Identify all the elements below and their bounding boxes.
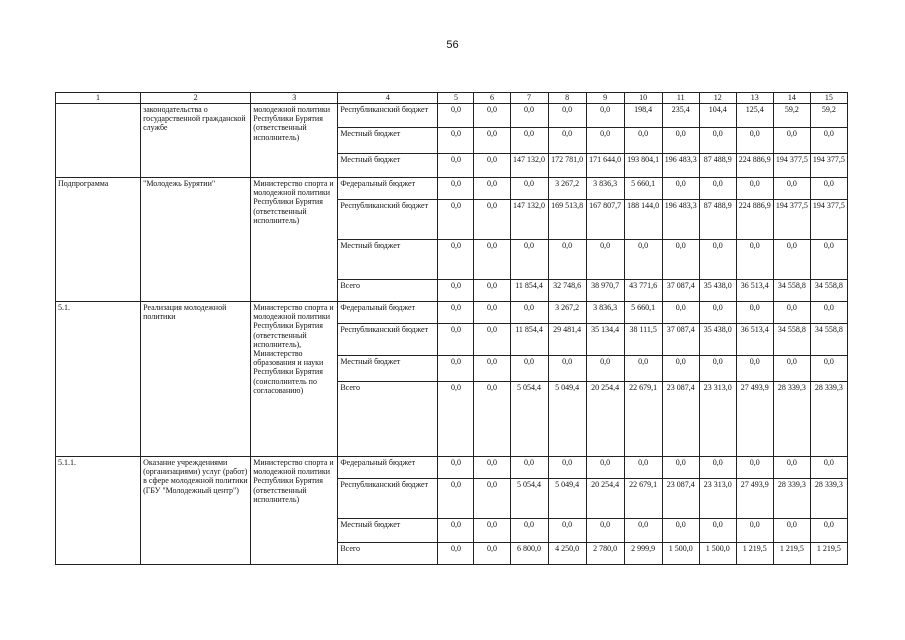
value-cell: 20 254,4 — [586, 479, 624, 519]
value-cell: 0,0 — [699, 178, 736, 200]
column-header: 2 — [141, 93, 251, 104]
value-cell: 28 339,3 — [773, 479, 810, 519]
value-cell: 87 488,9 — [699, 154, 736, 178]
value-cell: 0,0 — [773, 302, 810, 324]
value-cell: 0,0 — [438, 519, 474, 543]
value-cell: 0,0 — [586, 457, 624, 479]
value-cell: 11 854,4 — [510, 280, 548, 302]
budget-source-cell: Республиканский бюджет — [338, 479, 438, 519]
budget-source-cell: Федеральный бюджет — [338, 457, 438, 479]
value-cell: 23 313,0 — [699, 382, 736, 457]
value-cell: 0,0 — [736, 457, 773, 479]
column-header: 8 — [548, 93, 586, 104]
value-cell: 0,0 — [474, 382, 510, 457]
value-cell: 35 438,0 — [699, 280, 736, 302]
value-cell: 3 267,2 — [548, 178, 586, 200]
value-cell: 0,0 — [474, 356, 510, 382]
value-cell: 0,0 — [438, 302, 474, 324]
value-cell: 0,0 — [810, 457, 847, 479]
value-cell: 0,0 — [624, 240, 662, 280]
value-cell: 0,0 — [438, 240, 474, 280]
value-cell: 194 377,5 — [810, 154, 847, 178]
column-header: 1 — [56, 93, 141, 104]
value-cell: 0,0 — [474, 128, 510, 154]
value-cell: 0,0 — [699, 302, 736, 324]
value-cell: 0,0 — [662, 457, 699, 479]
value-cell: 194 377,5 — [773, 154, 810, 178]
value-cell: 0,0 — [474, 240, 510, 280]
value-cell: 0,0 — [438, 178, 474, 200]
value-cell: 0,0 — [773, 356, 810, 382]
value-cell: 0,0 — [662, 178, 699, 200]
column-header: 4 — [338, 93, 438, 104]
value-cell: 0,0 — [624, 128, 662, 154]
value-cell: 23 087,4 — [662, 479, 699, 519]
value-cell: 0,0 — [474, 178, 510, 200]
column-header: 3 — [251, 93, 338, 104]
value-cell: 0,0 — [699, 519, 736, 543]
value-cell: 0,0 — [510, 128, 548, 154]
value-cell: 0,0 — [474, 543, 510, 565]
value-cell: 0,0 — [773, 457, 810, 479]
budget-source-cell: Местный бюджет — [338, 356, 438, 382]
budget-source-cell: Местный бюджет — [338, 128, 438, 154]
value-cell: 23 087,4 — [662, 382, 699, 457]
value-cell: 0,0 — [474, 519, 510, 543]
value-cell: 0,0 — [438, 457, 474, 479]
budget-source-cell: Всего — [338, 543, 438, 565]
value-cell: 3 267,2 — [548, 302, 586, 324]
column-header: 14 — [773, 93, 810, 104]
value-cell: 34 558,8 — [810, 280, 847, 302]
value-cell: 0,0 — [624, 356, 662, 382]
value-cell: 0,0 — [736, 128, 773, 154]
value-cell: 0,0 — [773, 519, 810, 543]
value-cell: 0,0 — [586, 240, 624, 280]
value-cell: 5 054,4 — [510, 479, 548, 519]
column-header: 11 — [662, 93, 699, 104]
executor-cell: Министерство спорта и молодежной политики Республики Бурятия (ответственный исполнитель), Министерство образования и науки Республики Бурятия (соисполнитель по согласованию) — [251, 302, 338, 457]
value-cell: 0,0 — [438, 280, 474, 302]
program-code-cell — [56, 104, 141, 178]
value-cell: 28 339,3 — [810, 382, 847, 457]
value-cell: 0,0 — [736, 356, 773, 382]
value-cell: 27 493,9 — [736, 479, 773, 519]
value-cell: 0,0 — [438, 104, 474, 128]
value-cell: 0,0 — [773, 240, 810, 280]
budget-source-cell: Республиканский бюджет — [338, 104, 438, 128]
program-name-cell: Реализация молодежной политики — [141, 302, 251, 457]
value-cell: 0,0 — [736, 178, 773, 200]
value-cell: 0,0 — [510, 519, 548, 543]
value-cell: 0,0 — [810, 519, 847, 543]
budget-source-cell: Всего — [338, 382, 438, 457]
table-row — [56, 302, 848, 324]
value-cell: 0,0 — [548, 104, 586, 128]
column-header: 12 — [699, 93, 736, 104]
value-cell: 0,0 — [438, 479, 474, 519]
program-code-cell: Подпрограмма — [56, 178, 141, 302]
value-cell: 167 807,7 — [586, 200, 624, 240]
value-cell: 0,0 — [438, 128, 474, 154]
value-cell: 37 087,4 — [662, 280, 699, 302]
value-cell: 22 679,1 — [624, 479, 662, 519]
value-cell: 0,0 — [438, 154, 474, 178]
value-cell: 0,0 — [736, 519, 773, 543]
value-cell: 0,0 — [510, 104, 548, 128]
budget-source-cell: Республиканский бюджет — [338, 200, 438, 240]
value-cell: 5 054,4 — [510, 382, 548, 457]
value-cell: 35 134,4 — [586, 324, 624, 356]
value-cell: 147 132,0 — [510, 200, 548, 240]
value-cell: 34 558,8 — [773, 324, 810, 356]
budget-source-cell: Местный бюджет — [338, 519, 438, 543]
value-cell: 194 377,5 — [810, 200, 847, 240]
value-cell: 28 339,3 — [773, 382, 810, 457]
program-name-cell: "Молодежь Бурятии" — [141, 178, 251, 302]
value-cell: 4 250,0 — [548, 543, 586, 565]
value-cell: 1 219,5 — [810, 543, 847, 565]
value-cell: 0,0 — [438, 200, 474, 240]
value-cell: 125,4 — [736, 104, 773, 128]
value-cell: 147 132,0 — [510, 154, 548, 178]
column-header: 5 — [438, 93, 474, 104]
value-cell: 59,2 — [810, 104, 847, 128]
budget-source-cell: Местный бюджет — [338, 154, 438, 178]
executor-cell: Министерство спорта и молодежной политики Республики Бурятия (ответственный исполнитель) — [251, 457, 338, 565]
value-cell: 6 800,0 — [510, 543, 548, 565]
budget-source-cell: Местный бюджет — [338, 240, 438, 280]
value-cell: 38 970,7 — [586, 280, 624, 302]
value-cell: 172 781,0 — [548, 154, 586, 178]
value-cell: 0,0 — [474, 324, 510, 356]
value-cell: 0,0 — [438, 356, 474, 382]
header-row — [56, 93, 848, 104]
value-cell: 0,0 — [773, 178, 810, 200]
value-cell: 196 483,3 — [662, 154, 699, 178]
value-cell: 0,0 — [548, 519, 586, 543]
value-cell: 1 219,5 — [773, 543, 810, 565]
executor-cell: Министерство спорта и молодежной политики Республики Бурятия (ответственный исполнитель) — [251, 178, 338, 302]
value-cell: 0,0 — [474, 479, 510, 519]
column-header: 10 — [624, 93, 662, 104]
value-cell: 0,0 — [662, 356, 699, 382]
value-cell: 11 854,4 — [510, 324, 548, 356]
value-cell: 0,0 — [438, 543, 474, 565]
value-cell: 0,0 — [624, 457, 662, 479]
value-cell: 1 500,0 — [699, 543, 736, 565]
column-header: 6 — [474, 93, 510, 104]
value-cell: 198,4 — [624, 104, 662, 128]
budget-source-cell: Всего — [338, 280, 438, 302]
value-cell: 169 513,8 — [548, 200, 586, 240]
value-cell: 0,0 — [548, 128, 586, 154]
program-name-cell: Оказание учреждениями (организациями) услуг (работ) в сфере молодежной политики (ГБУ "Молодежный центр") — [141, 457, 251, 565]
value-cell: 0,0 — [510, 178, 548, 200]
value-cell: 5 049,4 — [548, 479, 586, 519]
value-cell: 171 644,0 — [586, 154, 624, 178]
budget-table — [55, 92, 848, 565]
executor-cell: молодежной политики Республики Бурятия (ответственный исполнитель) — [251, 104, 338, 178]
value-cell: 32 748,6 — [548, 280, 586, 302]
value-cell: 0,0 — [699, 128, 736, 154]
value-cell: 224 886,9 — [736, 154, 773, 178]
value-cell: 87 488,9 — [699, 200, 736, 240]
value-cell: 0,0 — [810, 178, 847, 200]
value-cell: 0,0 — [474, 457, 510, 479]
value-cell: 0,0 — [810, 356, 847, 382]
value-cell: 28 339,3 — [810, 479, 847, 519]
value-cell: 0,0 — [773, 128, 810, 154]
value-cell: 0,0 — [699, 457, 736, 479]
budget-source-cell: Республиканский бюджет — [338, 324, 438, 356]
value-cell: 36 513,4 — [736, 324, 773, 356]
value-cell: 0,0 — [810, 302, 847, 324]
value-cell: 2 780,0 — [586, 543, 624, 565]
value-cell: 38 111,5 — [624, 324, 662, 356]
value-cell: 0,0 — [586, 356, 624, 382]
value-cell: 0,0 — [624, 519, 662, 543]
table-row — [56, 457, 848, 479]
value-cell: 0,0 — [662, 302, 699, 324]
value-cell: 193 804,1 — [624, 154, 662, 178]
table-row — [56, 104, 848, 128]
value-cell: 194 377,5 — [773, 200, 810, 240]
value-cell: 23 313,0 — [699, 479, 736, 519]
program-code-cell: 5.1.1. — [56, 457, 141, 565]
value-cell: 0,0 — [438, 324, 474, 356]
value-cell: 36 513,4 — [736, 280, 773, 302]
value-cell: 0,0 — [510, 302, 548, 324]
value-cell: 0,0 — [548, 356, 586, 382]
value-cell: 0,0 — [586, 104, 624, 128]
value-cell: 0,0 — [548, 457, 586, 479]
value-cell: 0,0 — [510, 356, 548, 382]
value-cell: 0,0 — [438, 382, 474, 457]
value-cell: 34 558,8 — [810, 324, 847, 356]
value-cell: 5 049,4 — [548, 382, 586, 457]
value-cell: 104,4 — [699, 104, 736, 128]
value-cell: 0,0 — [810, 240, 847, 280]
budget-source-cell: Федеральный бюджет — [338, 178, 438, 200]
column-header: 7 — [510, 93, 548, 104]
value-cell: 3 836,3 — [586, 302, 624, 324]
table-row — [56, 178, 848, 200]
value-cell: 2 999,9 — [624, 543, 662, 565]
value-cell: 188 144,0 — [624, 200, 662, 240]
value-cell: 35 438,0 — [699, 324, 736, 356]
value-cell: 29 481,4 — [548, 324, 586, 356]
value-cell: 27 493,9 — [736, 382, 773, 457]
value-cell: 0,0 — [736, 302, 773, 324]
value-cell: 0,0 — [474, 280, 510, 302]
page-number: 56 — [446, 39, 459, 51]
value-cell: 0,0 — [586, 519, 624, 543]
value-cell: 196 483,3 — [662, 200, 699, 240]
value-cell: 20 254,4 — [586, 382, 624, 457]
value-cell: 43 771,6 — [624, 280, 662, 302]
value-cell: 1 219,5 — [736, 543, 773, 565]
value-cell: 5 660,1 — [624, 302, 662, 324]
value-cell: 34 558,8 — [773, 280, 810, 302]
value-cell: 0,0 — [474, 154, 510, 178]
column-header: 9 — [586, 93, 624, 104]
value-cell: 0,0 — [474, 302, 510, 324]
value-cell: 0,0 — [662, 128, 699, 154]
program-name-cell: законодательства о государственной гражданской службе — [141, 104, 251, 178]
value-cell: 0,0 — [510, 457, 548, 479]
value-cell: 0,0 — [736, 240, 773, 280]
value-cell: 0,0 — [810, 128, 847, 154]
program-code-cell: 5.1. — [56, 302, 141, 457]
value-cell: 37 087,4 — [662, 324, 699, 356]
value-cell: 22 679,1 — [624, 382, 662, 457]
value-cell: 3 836,3 — [586, 178, 624, 200]
value-cell: 0,0 — [699, 356, 736, 382]
column-header: 13 — [736, 93, 773, 104]
value-cell: 235,4 — [662, 104, 699, 128]
value-cell: 0,0 — [474, 200, 510, 240]
value-cell: 0,0 — [662, 519, 699, 543]
value-cell: 0,0 — [548, 240, 586, 280]
column-header: 15 — [810, 93, 847, 104]
value-cell: 0,0 — [510, 240, 548, 280]
value-cell: 0,0 — [586, 128, 624, 154]
value-cell: 224 886,9 — [736, 200, 773, 240]
value-cell: 5 660,1 — [624, 178, 662, 200]
value-cell: 1 500,0 — [662, 543, 699, 565]
value-cell: 0,0 — [662, 240, 699, 280]
budget-source-cell: Федеральный бюджет — [338, 302, 438, 324]
value-cell: 0,0 — [699, 240, 736, 280]
value-cell: 59,2 — [773, 104, 810, 128]
value-cell: 0,0 — [474, 104, 510, 128]
